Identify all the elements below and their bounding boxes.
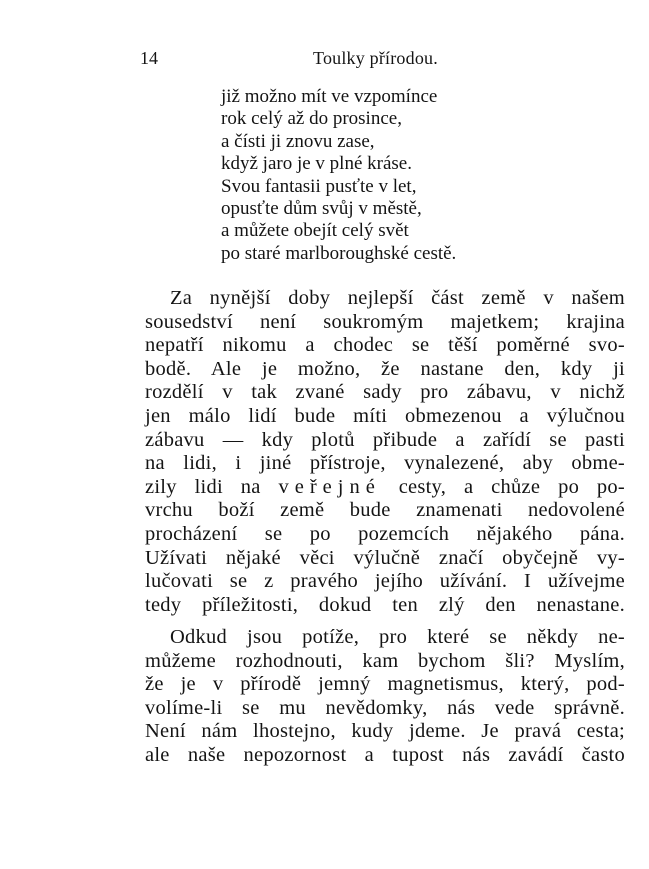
text-line [145, 476, 625, 500]
poem-line: již možno mít ve vzpomínce [221, 86, 438, 107]
text-line: procházení se po pozemcích nějakého pána. [145, 522, 625, 545]
body-paragraph [145, 626, 625, 768]
text-line: vrchu boží země bude znamenati nedovolené [145, 499, 625, 522]
page-number: 14 [140, 48, 158, 68]
poem-line: a můžete obejít celý svět [221, 220, 409, 242]
poem-line: rok celý až do prosince, [221, 108, 402, 130]
poem-line: po staré marlboroughské cestě. [221, 242, 457, 264]
text-line: nepatří nikomu a chodec se těší poměrné svo- [145, 334, 625, 357]
text-line: Není nám lhostejno, kudy jdeme. Je pravá cesta; [145, 720, 625, 743]
text-line: bodě. Ale je možno, že nastane den, kdy ji [145, 357, 625, 380]
text-line: lučovati se z pravého jejího užívání. I užívejme [145, 570, 625, 593]
text-line: Odkud jsou potíže, pro které se někdy ne- [170, 626, 625, 648]
text-line: sousedství není soukromým majetkem; krajina [145, 310, 625, 333]
poem-line: Svou fantasii pusťte v let, [221, 175, 417, 197]
poem-line: když jaro je v plné kráse. [221, 153, 412, 175]
text-line: ale naše nepozornost a tupost nás zavádí často [145, 743, 625, 766]
text-line: tedy příležitosti, dokud ten zlý den nenastane. [145, 593, 625, 616]
text-line: Užívati nějaké věci výlučně značí obyčejně vy- [145, 546, 625, 569]
poem-stanza [221, 86, 521, 265]
text-line: jen málo lidí bude míti obmezenou a výlučnou [145, 404, 625, 427]
text-line: že je v přírodě jemný magnetismus, který, pod- [145, 673, 625, 696]
body-paragraph [145, 287, 625, 617]
text-line: můžeme rozhodnouti, kam bychom šli? Myslím, [145, 649, 625, 672]
poem-line: opusťte dům svůj v městě, [221, 198, 422, 220]
text-fragment: zily lidi na [145, 475, 261, 498]
poem-line: a čísti ji znovu zase, [221, 130, 375, 152]
text-fragment: cesty, a chůze po po- [398, 475, 625, 498]
text-line: rozdělí v tak zvané sady pro zábavu, v nichž [145, 381, 625, 404]
text-line: zábavu — kdy plotů přibude a zařídí se pasti [145, 428, 625, 451]
text-line: Za nynější doby nejlepší část země v našem [170, 287, 625, 309]
text-line: na lidi, i jiné přístroje, vynalezené, aby obme- [145, 452, 625, 475]
text-line: volíme-li se mu nevědomky, nás vede správně. [145, 696, 625, 719]
running-title: Toulky přírodou. [313, 48, 438, 68]
emphasized-word: veřejné [278, 475, 381, 498]
